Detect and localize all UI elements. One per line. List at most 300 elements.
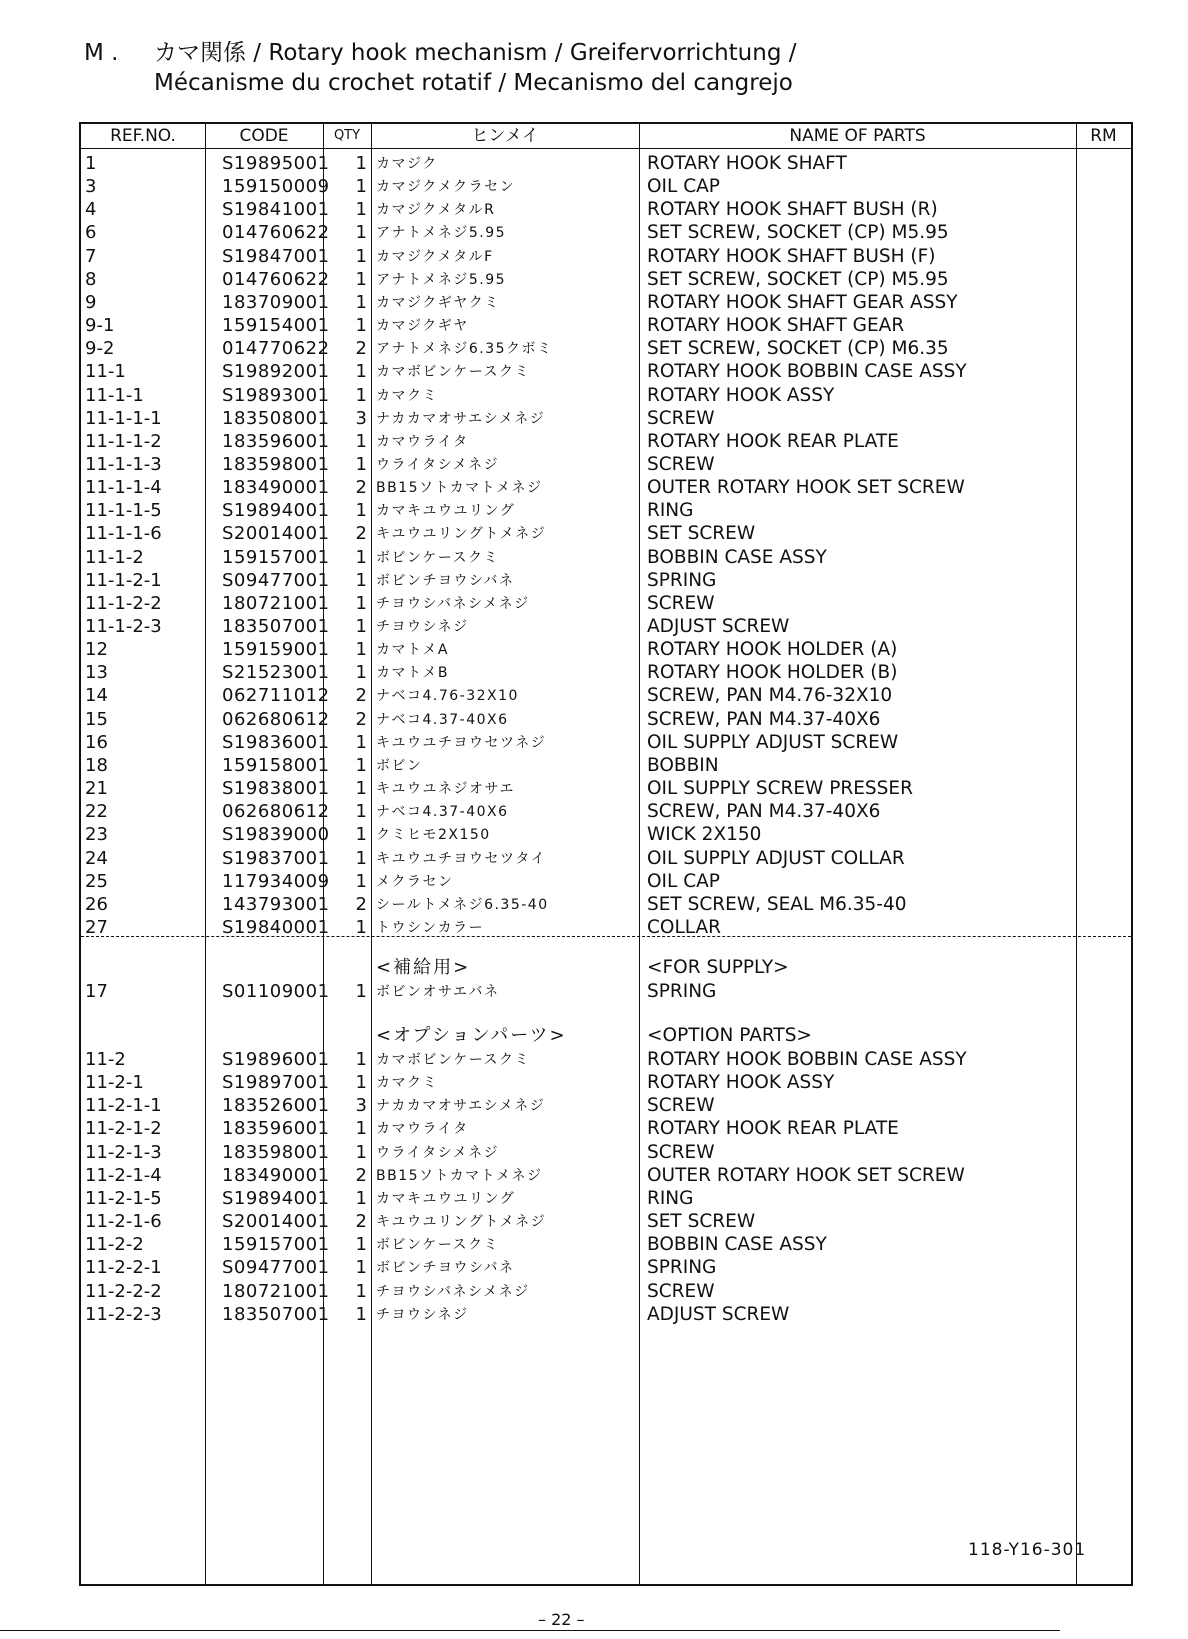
- jp-name-cell: メクラセン: [376, 873, 454, 890]
- code-cell: S09477001: [222, 1257, 330, 1279]
- jp-name-cell: ナベコ4.76-32X10: [376, 688, 519, 705]
- jp-name-cell: カマクミ: [376, 387, 438, 404]
- table-row: [81, 569, 1131, 593]
- qty-cell: 1: [355, 639, 367, 661]
- part-name-cell: ADJUST SCREW: [647, 1303, 790, 1325]
- qty-cell: 1: [355, 1187, 367, 1209]
- part-name-cell: ADJUST SCREW: [647, 616, 790, 637]
- ref-no-cell: 22: [85, 801, 108, 823]
- ref-no-cell: 26: [85, 893, 108, 915]
- code-cell: 062680612: [222, 801, 330, 823]
- table-row: [81, 268, 1131, 292]
- ref-no-cell: 11-2-1-3: [85, 1141, 162, 1163]
- code-cell: 180721001: [222, 1280, 330, 1302]
- part-name-cell: ROTARY HOOK REAR PLATE: [647, 1118, 899, 1140]
- jp-name-cell: クミヒモ2X150: [376, 827, 491, 844]
- part-name-cell: BOBBIN: [647, 754, 719, 776]
- heading-line-1: [84, 38, 796, 68]
- jp-name-cell: ボビン: [376, 757, 423, 774]
- qty-cell: 1: [355, 1118, 367, 1140]
- qty-cell: 1: [355, 1072, 367, 1094]
- section-letter: M .: [84, 40, 119, 66]
- qty-cell: 1: [355, 245, 367, 267]
- option-heading-jp: <オプションパーツ>: [376, 1025, 567, 1046]
- jp-name-cell: ボビンケースクミ: [376, 549, 500, 566]
- jp-name-cell: カマジクメタルR: [376, 202, 496, 219]
- qty-cell: 1: [355, 778, 367, 800]
- ref-no-cell: 7: [85, 245, 97, 267]
- qty-cell: 2: [355, 338, 367, 360]
- jp-name-cell: ナカカマオサエシメネジ: [376, 410, 546, 427]
- code-cell: S19897001: [222, 1072, 330, 1094]
- jp-name-cell: カマボビンケースクミ: [376, 364, 531, 381]
- table-row: [81, 221, 1131, 245]
- code-cell: S19836001: [222, 731, 330, 753]
- code-cell: 117934009: [222, 870, 330, 892]
- code-cell: S19895001: [222, 153, 330, 174]
- table-row: [81, 1094, 1131, 1118]
- qty-cell: 2: [355, 1164, 367, 1186]
- jp-name-cell: トウシンカラー: [376, 919, 485, 936]
- table-row: [81, 522, 1131, 546]
- ref-no-cell: 13: [85, 662, 108, 684]
- part-name-cell: OIL SUPPLY SCREW PRESSER: [647, 778, 913, 800]
- qty-cell: 2: [355, 893, 367, 915]
- jp-name-cell: カマジクメクラセン: [376, 179, 516, 196]
- code-cell: S20014001: [222, 1211, 330, 1233]
- part-name-cell: OIL CAP: [647, 870, 720, 892]
- part-name-cell: OUTER ROTARY HOOK SET SCREW: [647, 477, 965, 499]
- qty-cell: 2: [355, 708, 367, 730]
- table-row: [81, 1141, 1131, 1165]
- code-cell: 014760622: [222, 222, 330, 244]
- table-row: [81, 661, 1131, 685]
- table-row: [81, 384, 1131, 408]
- jp-name-cell: カマジクギヤ: [376, 318, 469, 335]
- jp-name-cell: チヨウシネジ: [376, 619, 469, 635]
- qty-cell: 1: [355, 222, 367, 244]
- jp-name-cell: カマクミ: [376, 1075, 438, 1092]
- table-row: [81, 823, 1131, 847]
- part-name-cell: BOBBIN CASE ASSY: [647, 1234, 827, 1256]
- part-name-cell: SET SCREW: [647, 1211, 756, 1233]
- part-name-cell: ROTARY HOOK SHAFT BUSH (F): [647, 245, 936, 267]
- ref-no-cell: 16: [85, 731, 108, 753]
- code-cell: S19840001: [222, 916, 330, 938]
- ref-no-cell: 11-2-1-5: [85, 1187, 162, 1209]
- bottom-rule: [0, 1630, 1060, 1631]
- table-row: [81, 407, 1131, 431]
- table-row: [81, 337, 1131, 361]
- part-name-cell: ROTARY HOOK ASSY: [647, 384, 835, 406]
- part-name-cell: ROTARY HOOK SHAFT GEAR ASSY: [647, 291, 958, 313]
- code-cell: S09477001: [222, 569, 330, 591]
- jp-name-cell: カマトメA: [376, 642, 449, 659]
- table-row: [81, 731, 1131, 755]
- jp-name-cell: チヨウシバネシメネジ: [376, 595, 530, 612]
- ref-no-cell: 11-1-2: [85, 546, 144, 568]
- table-row: [81, 592, 1131, 616]
- part-name-cell: OIL SUPPLY ADJUST SCREW: [647, 731, 899, 753]
- part-name-cell: SCREW: [647, 1280, 715, 1302]
- code-cell: 183507001: [222, 1303, 330, 1325]
- jp-name-cell: ボビンケースクミ: [376, 1237, 500, 1254]
- part-name-cell: RING: [647, 1187, 694, 1209]
- qty-cell: 1: [355, 361, 367, 383]
- code-cell: S20014001: [222, 523, 330, 545]
- qty-cell: 1: [355, 291, 367, 313]
- qty-cell: 2: [355, 685, 367, 707]
- code-cell: 183596001: [222, 1118, 330, 1140]
- document-code: 118-Y16-301: [968, 1540, 1087, 1560]
- part-name-cell: ROTARY HOOK HOLDER (A): [647, 639, 898, 661]
- jp-name-cell: BB15ソトカマトメネジ: [376, 480, 543, 497]
- part-name-cell: ROTARY HOOK HOLDER (B): [647, 662, 898, 684]
- part-name-cell: SCREW: [647, 592, 715, 614]
- part-name-cell: BOBBIN CASE ASSY: [647, 546, 827, 568]
- qty-cell: 2: [355, 477, 367, 499]
- table-row: [81, 1164, 1131, 1188]
- table-row: [81, 1280, 1131, 1304]
- jp-name-cell: ウライタシメネジ: [376, 1144, 500, 1161]
- ref-no-cell: 9-1: [85, 315, 115, 337]
- table-row: [81, 476, 1131, 500]
- part-name-cell: SCREW: [647, 1141, 715, 1163]
- code-cell: 143793001: [222, 893, 330, 915]
- header-rule: [81, 148, 1131, 149]
- ref-no-cell: 11-1-1-5: [85, 500, 162, 522]
- ref-no-cell: 11-1-1-1: [85, 407, 162, 429]
- qty-cell: 1: [355, 1141, 367, 1163]
- qty-cell: 3: [355, 407, 367, 429]
- table-row: [81, 1256, 1131, 1280]
- table-row: [81, 893, 1131, 917]
- table-row: [81, 754, 1131, 778]
- jp-name-cell: カマジクギヤクミ: [376, 294, 500, 311]
- header-name-of-parts: NAME OF PARTS: [789, 126, 926, 146]
- code-cell: 183507001: [222, 616, 330, 637]
- ref-no-cell: 11-2: [85, 1049, 126, 1070]
- option-heading-row: [81, 1024, 1131, 1048]
- code-cell: 183598001: [222, 1141, 330, 1163]
- ref-no-cell: 3: [85, 176, 97, 198]
- table-row: [81, 1233, 1131, 1257]
- ref-no-cell: 11-2-1-2: [85, 1118, 162, 1140]
- section-divider: [81, 936, 1131, 937]
- code-cell: 062680612: [222, 708, 330, 730]
- part-name-cell: SCREW, PAN M4.76-32X10: [647, 685, 893, 707]
- qty-cell: 1: [355, 1280, 367, 1302]
- table-row: [81, 1048, 1131, 1072]
- qty-cell: 1: [355, 268, 367, 290]
- part-name-cell: SET SCREW: [647, 523, 756, 545]
- jp-name-cell: ナベコ4.37-40X6: [376, 804, 509, 821]
- ref-no-cell: 11-2-2-3: [85, 1303, 162, 1325]
- qty-cell: 1: [355, 315, 367, 337]
- table-row: [81, 800, 1131, 824]
- part-name-cell: SCREW, PAN M4.37-40X6: [647, 708, 881, 730]
- table-row: [81, 546, 1131, 570]
- ref-no-cell: 11-1-2-3: [85, 616, 162, 637]
- page-heading: [84, 38, 796, 98]
- ref-no-cell: 11-1-1-6: [85, 523, 162, 545]
- code-cell: S19894001: [222, 1187, 330, 1209]
- qty-cell: 1: [355, 1257, 367, 1279]
- qty-cell: 1: [355, 546, 367, 568]
- jp-name-cell: キユウユチヨウセツネジ: [376, 734, 547, 751]
- table-row: [81, 777, 1131, 801]
- table-row: [81, 615, 1131, 639]
- qty-cell: 1: [355, 592, 367, 614]
- code-cell: 183526001: [222, 1095, 330, 1117]
- qty-cell: 1: [355, 916, 367, 938]
- qty-cell: 2: [355, 1211, 367, 1233]
- parts-table: [79, 122, 1133, 1586]
- code-cell: S19894001: [222, 500, 330, 522]
- ref-no-cell: 11-1-1-2: [85, 430, 162, 452]
- table-row: [81, 638, 1131, 662]
- code-cell: S19892001: [222, 361, 330, 383]
- code-cell: S19838001: [222, 778, 330, 800]
- ref-no-cell: 25: [85, 870, 108, 892]
- jp-name-cell: キユウユリングトメネジ: [376, 1214, 547, 1231]
- header-rm: RM: [1090, 126, 1117, 146]
- qty-cell: 1: [355, 153, 367, 174]
- jp-name-cell: ボビンチヨウシバネ: [376, 572, 515, 589]
- jp-name-cell: ボビンチヨウシバネ: [376, 1260, 515, 1277]
- part-name-cell: SET SCREW, SOCKET (CP) M5.95: [647, 268, 949, 290]
- part-name-cell: SET SCREW, SOCKET (CP) M5.95: [647, 222, 949, 244]
- page-number: – 22 –: [538, 1610, 585, 1629]
- ref-no-cell: 9-2: [85, 338, 115, 360]
- code-cell: 183598001: [222, 453, 330, 475]
- qty-cell: 1: [355, 847, 367, 869]
- part-name-cell: SPRING: [647, 569, 717, 591]
- table-row: [81, 847, 1131, 871]
- table-row: [81, 1117, 1131, 1141]
- ref-no-cell: 11-1-2-1: [85, 569, 162, 591]
- header-jp-name: ヒンメイ: [471, 126, 539, 146]
- qty-cell: 1: [355, 981, 367, 1002]
- code-cell: 014760622: [222, 268, 330, 290]
- part-name-cell: SET SCREW, SOCKET (CP) M6.35: [647, 338, 949, 360]
- qty-cell: 1: [355, 1049, 367, 1070]
- qty-cell: 1: [355, 870, 367, 892]
- ref-no-cell: 17: [85, 981, 108, 1002]
- part-name-cell: ROTARY HOOK REAR PLATE: [647, 430, 899, 452]
- table-row: [81, 499, 1131, 523]
- code-cell: 183709001: [222, 291, 330, 313]
- ref-no-cell: 15: [85, 708, 108, 730]
- supply-heading-row: [81, 956, 1131, 980]
- jp-name-cell: ナカカマオサエシメネジ: [376, 1098, 546, 1115]
- table-row: [81, 430, 1131, 454]
- ref-no-cell: 11-2-1-1: [85, 1095, 162, 1117]
- code-cell: S01109001: [222, 981, 330, 1002]
- part-name-cell: OUTER ROTARY HOOK SET SCREW: [647, 1164, 965, 1186]
- code-cell: 062711012: [222, 685, 330, 707]
- table-row: [81, 291, 1131, 315]
- ref-no-cell: 11-2-2-2: [85, 1280, 162, 1302]
- qty-cell: 1: [355, 500, 367, 522]
- table-row: [81, 1071, 1131, 1095]
- qty-cell: 1: [355, 824, 367, 846]
- ref-no-cell: 9: [85, 291, 97, 313]
- qty-cell: 1: [355, 662, 367, 684]
- code-cell: S19847001: [222, 245, 330, 267]
- ref-no-cell: 14: [85, 685, 108, 707]
- jp-name-cell: キユウユネジオサエ: [376, 781, 515, 798]
- code-cell: 183508001: [222, 407, 330, 429]
- jp-name-cell: ウライタシメネジ: [376, 456, 500, 473]
- header-code: CODE: [239, 126, 289, 146]
- table-row: [81, 708, 1131, 732]
- part-name-cell: OIL CAP: [647, 176, 720, 198]
- qty-cell: 1: [355, 384, 367, 406]
- code-cell: S19893001: [222, 384, 330, 406]
- code-cell: S19896001: [222, 1049, 330, 1070]
- qty-cell: 1: [355, 176, 367, 198]
- code-cell: 183596001: [222, 430, 330, 452]
- section-title-line-1: カマ関係 / Rotary hook mechanism / Greifervorrichtung /: [154, 40, 797, 66]
- ref-no-cell: 11-2-2: [85, 1234, 144, 1256]
- ref-no-cell: 8: [85, 268, 97, 290]
- qty-cell: 1: [355, 430, 367, 452]
- jp-name-cell: ナベコ4.37-40X6: [376, 711, 509, 728]
- qty-cell: 1: [355, 616, 367, 637]
- jp-name-cell: アナトメネジ5.95: [376, 225, 507, 242]
- code-cell: 159159001: [222, 639, 330, 661]
- jp-name-cell: BB15ソトカマトメネジ: [376, 1167, 543, 1184]
- supply-heading-jp: <補給用>: [376, 957, 471, 978]
- supply-heading-en: <FOR SUPPLY>: [647, 957, 789, 978]
- qty-cell: 1: [355, 1303, 367, 1325]
- code-cell: 159157001: [222, 546, 330, 568]
- ref-no-cell: 11-1-2-2: [85, 592, 162, 614]
- part-name-cell: RING: [647, 500, 694, 522]
- part-name-cell: SPRING: [647, 1257, 717, 1279]
- part-name-cell: SET SCREW, SEAL M6.35-40: [647, 893, 907, 915]
- part-name-cell: SCREW: [647, 453, 715, 475]
- code-cell: S19841001: [222, 199, 330, 221]
- jp-name-cell: シールトメネジ6.35-40: [376, 896, 549, 913]
- ref-no-cell: 23: [85, 824, 108, 846]
- part-name-cell: ROTARY HOOK BOBBIN CASE ASSY: [647, 361, 967, 383]
- ref-no-cell: 21: [85, 778, 108, 800]
- ref-no-cell: 11-2-1-6: [85, 1211, 162, 1233]
- qty-cell: 1: [355, 801, 367, 823]
- part-name-cell: ROTARY HOOK SHAFT: [647, 153, 847, 174]
- part-name-cell: ROTARY HOOK BOBBIN CASE ASSY: [647, 1049, 967, 1070]
- code-cell: 183490001: [222, 477, 330, 499]
- ref-no-cell: 11-1-1-4: [85, 477, 162, 499]
- code-cell: 159157001: [222, 1234, 330, 1256]
- table-row: [81, 453, 1131, 477]
- ref-no-cell: 11-1-1-3: [85, 453, 162, 475]
- jp-name-cell: ボビンオサエバネ: [376, 984, 500, 1000]
- part-name-cell: SPRING: [647, 981, 717, 1002]
- jp-name-cell: アナトメネジ6.35クボミ: [376, 341, 553, 358]
- ref-no-cell: 18: [85, 754, 108, 776]
- header-qty: QTY: [333, 128, 361, 143]
- jp-name-cell: カマウライタ: [376, 1121, 469, 1138]
- part-name-cell: WICK 2X150: [647, 824, 762, 846]
- jp-name-cell: カマジクメタルF: [376, 248, 494, 265]
- jp-name-cell: チヨウシバネシメネジ: [376, 1283, 530, 1300]
- qty-cell: 1: [355, 731, 367, 753]
- jp-name-cell: チヨウシネジ: [376, 1306, 469, 1323]
- part-name-cell: SCREW: [647, 1095, 715, 1117]
- ref-no-cell: 4: [85, 199, 97, 221]
- code-cell: 183490001: [222, 1164, 330, 1186]
- part-name-cell: SCREW, PAN M4.37-40X6: [647, 801, 881, 823]
- ref-no-cell: 11-2-2-1: [85, 1257, 162, 1279]
- ref-no-cell: 1: [85, 153, 97, 174]
- code-cell: 014770622: [222, 338, 330, 360]
- table-row: [81, 1303, 1131, 1327]
- table-row: [81, 1187, 1131, 1211]
- option-heading-en: <OPTION PARTS>: [647, 1025, 812, 1046]
- table-row: [81, 870, 1131, 894]
- part-name-cell: COLLAR: [647, 916, 722, 938]
- header-ref: REF.NO.: [110, 126, 176, 146]
- code-cell: 159154001: [222, 315, 330, 337]
- qty-cell: 1: [355, 199, 367, 221]
- ref-no-cell: 12: [85, 639, 108, 661]
- table-row: [81, 198, 1131, 222]
- part-name-cell: SCREW: [647, 407, 715, 429]
- code-cell: 159150009: [222, 176, 330, 198]
- table-row: [81, 1210, 1131, 1234]
- jp-name-cell: カマウライタ: [376, 433, 469, 450]
- qty-cell: 2: [355, 523, 367, 545]
- qty-cell: 3: [355, 1095, 367, 1117]
- ref-no-cell: 11-2-1: [85, 1072, 144, 1094]
- ref-no-cell: 24: [85, 847, 108, 869]
- table-row: [81, 245, 1131, 269]
- table-row: [81, 175, 1131, 199]
- qty-cell: 1: [355, 569, 367, 591]
- code-cell: S21523001: [222, 662, 330, 684]
- code-cell: 180721001: [222, 592, 330, 614]
- code-cell: 159158001: [222, 754, 330, 776]
- ref-no-cell: 11-2-1-4: [85, 1164, 162, 1186]
- part-name-cell: ROTARY HOOK ASSY: [647, 1072, 835, 1094]
- ref-no-cell: 11-1: [85, 361, 126, 383]
- table-row: [81, 360, 1131, 384]
- code-cell: S19839000: [222, 824, 330, 846]
- table-row: [81, 980, 1131, 1004]
- part-name-cell: ROTARY HOOK SHAFT GEAR: [647, 315, 905, 337]
- table-row: [81, 684, 1131, 708]
- ref-no-cell: 11-1-1: [85, 384, 144, 406]
- section-title-line-2: Mécanisme du crochet rotatif / Mecanismo del cangrejo: [154, 70, 793, 96]
- jp-name-cell: カマボビンケースクミ: [376, 1052, 531, 1068]
- part-name-cell: ROTARY HOOK SHAFT BUSH (R): [647, 199, 938, 221]
- qty-cell: 1: [355, 1234, 367, 1256]
- ref-no-cell: 6: [85, 222, 97, 244]
- qty-cell: 1: [355, 754, 367, 776]
- code-cell: S19837001: [222, 847, 330, 869]
- table-row: [81, 152, 1131, 176]
- jp-name-cell: カマトメB: [376, 665, 449, 682]
- ref-no-cell: 27: [85, 916, 108, 938]
- jp-name-cell: カマキユウユリング: [376, 1190, 516, 1207]
- jp-name-cell: キユウユチヨウセツタイ: [376, 850, 547, 867]
- qty-cell: 1: [355, 453, 367, 475]
- jp-name-cell: アナトメネジ5.95: [376, 271, 507, 288]
- part-name-cell: OIL SUPPLY ADJUST COLLAR: [647, 847, 905, 869]
